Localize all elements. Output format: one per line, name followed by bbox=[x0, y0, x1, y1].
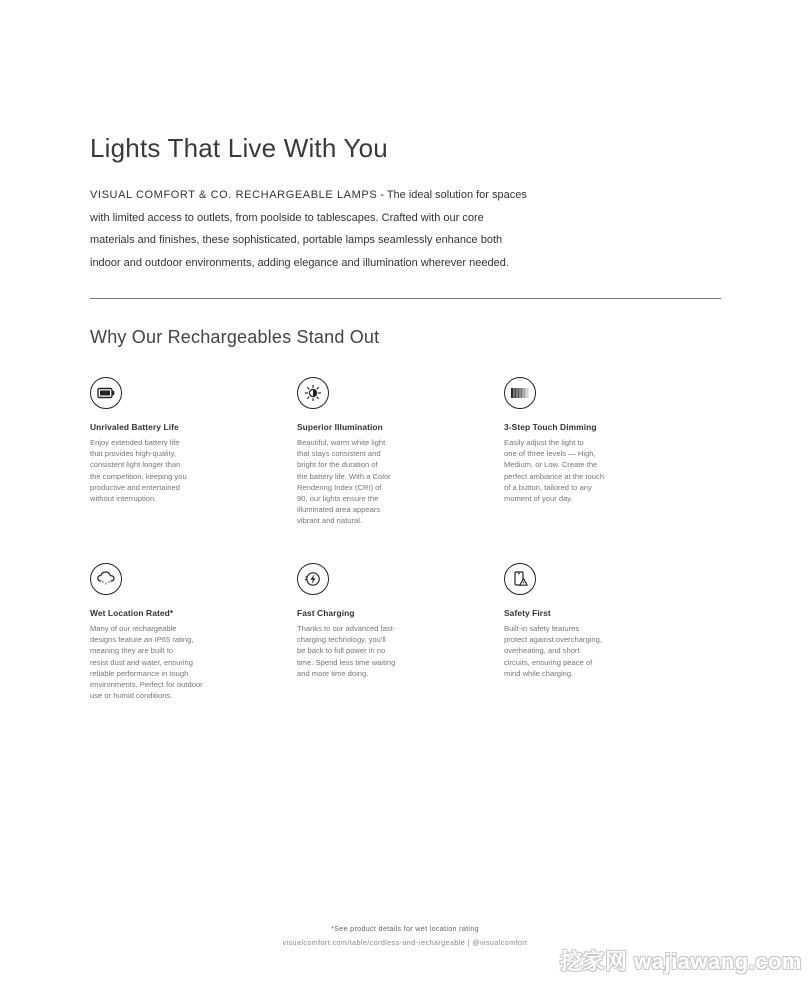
footnote: *See product details for wet location rating bbox=[331, 924, 479, 933]
rain-cloud-icon bbox=[90, 563, 122, 595]
footer-url[interactable]: visualcomfort.com/table/cordless-and-rechargeable | @visualcomfort bbox=[282, 938, 528, 947]
feature-touch-dimming bbox=[504, 377, 654, 504]
feature-description: Thanks to our advanced fast- charging technology, you'll be back to full power in no time. Spend less time waiting and more time doing. bbox=[297, 624, 396, 678]
feature-fast-charging bbox=[297, 563, 447, 679]
feature-superior-illumination bbox=[297, 377, 447, 527]
intro-line: - The ideal solution for spaces bbox=[377, 189, 527, 201]
feature-description: Many of our rechargeable designs feature an IP65 rating, meaning they are built to resist dust and water, ensuring reliable performance in tough environments. Perfect for outdoor use or humid conditions. bbox=[90, 624, 203, 701]
feature-title: Safety First bbox=[504, 608, 551, 618]
intro-paragraph bbox=[90, 184, 590, 275]
battery-icon bbox=[90, 377, 122, 409]
intro-line: with limited access to outlets, from poolside to tablescapes. Crafted with our core bbox=[90, 211, 484, 224]
fast-charging-icon bbox=[297, 563, 329, 595]
safety-phone-icon bbox=[504, 563, 536, 595]
feature-title: Wet Location Rated* bbox=[90, 608, 174, 618]
feature-description: Enjoy extended battery life that provides high-quality, consistent light longer than the competition, keeping you productive and entertained without interruption. bbox=[90, 438, 187, 504]
feature-wet-location bbox=[90, 563, 240, 701]
feature-safety-first bbox=[504, 563, 654, 679]
intro-brand: VISUAL COMFORT & CO. RECHARGEABLE LAMPS bbox=[90, 189, 378, 201]
intro-line: indoor and outdoor environments, adding elegance and illumination wherever needed. bbox=[90, 257, 509, 270]
section-title: Why Our Rechargeables Stand Out bbox=[90, 327, 380, 347]
section-divider bbox=[90, 298, 721, 299]
feature-title: 3-Step Touch Dimming bbox=[504, 422, 597, 432]
watermark: 挖家网 wajiawang.com bbox=[560, 949, 802, 974]
sun-half-icon bbox=[297, 377, 329, 409]
feature-description: Beautiful, warm white light that stays consistent and bright for the duration of the battery life. With a Color Rendering Index (CRI) of 90, our lights ensure the illuminated area appears vibrant and natural. bbox=[297, 438, 391, 526]
intro-line: materials and finishes, these sophisticated, portable lamps seamlessly enhance both bbox=[90, 234, 503, 247]
feature-title: Superior Illumination bbox=[297, 422, 383, 432]
dimming-gradient-icon bbox=[504, 377, 536, 409]
page-title: Lights That Live With You bbox=[90, 133, 388, 163]
feature-title: Unrivaled Battery Life bbox=[90, 422, 179, 432]
feature-battery-life bbox=[90, 377, 240, 504]
feature-description: Easily adjust the light to one of three levels — High, Medium, or Low. Create the perfect ambiance at the touch of a button, tailored to any moment of your day. bbox=[504, 438, 605, 504]
feature-title: Fast Charging bbox=[297, 608, 355, 618]
feature-description: Built-in safety features protect against overcharging, overheating, and short circuits, ensuring peace of mind while charging. bbox=[504, 624, 602, 678]
